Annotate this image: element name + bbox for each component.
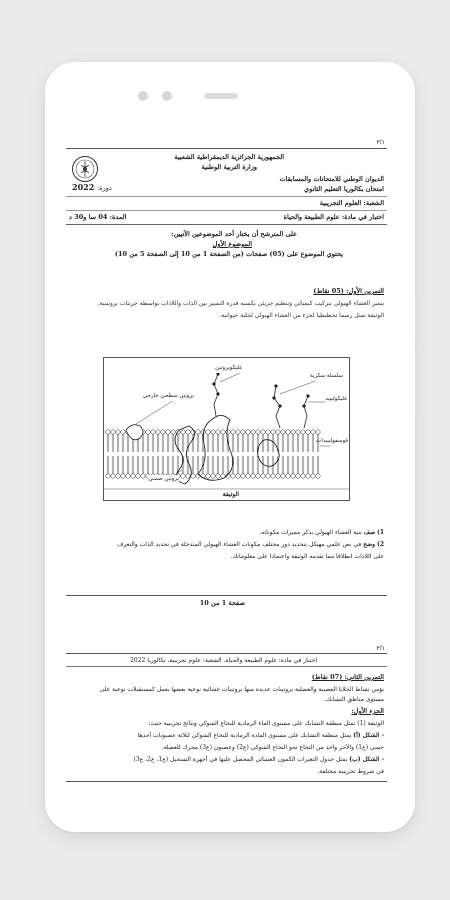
figure-b-text-2: في شروط تجريبية مختلفة. [317,768,384,775]
phospholipid-head [286,474,290,478]
phospholipid-head [106,474,110,478]
figure-a-text: يمثل منطقة التشابك على مستوى المادة الرمادية للنخاع الشوكي لثلاثة عصبونات أحدها [137,732,352,739]
part1-title: الجزء الأول: [351,707,384,715]
phospholipid-head [116,474,120,478]
q1-verb: صف [363,529,376,536]
phospholipid-head [111,474,115,478]
phospholipid-head [166,430,170,434]
topic-title: الموضوع الأول [212,240,252,248]
phospholipid-head [261,430,265,434]
phospholipid-head [141,474,145,478]
phospholipid-head [266,474,270,478]
figure-b-label: - الشكل (ب) [349,756,384,763]
phospholipid-head [226,430,230,434]
page-tag: ٣/١ [376,139,385,146]
choose-topic-instruction: على المترشح أن يختار أحد الموضوعين الآتيين: [171,230,297,238]
phospholipid-head [131,474,135,478]
phospholipid-head [271,474,275,478]
page-tag: ٣/١ [376,645,385,652]
label-glycoprotein: غليكوبروتين [215,365,242,371]
phospholipid-head [306,430,310,434]
sugar-chain-3 [304,396,308,428]
phospholipid-head [211,474,215,478]
phospholipid-head [221,430,225,434]
figure-b-description [134,755,385,764]
topic-pages-note: يحتوي الموضوع على (05) صفحات (من الصفحة 1 من 10 إلى الصفحة 5 من 10) [114,250,343,258]
figure-a-text-2: حسي (ع1) والآخر واحد من النخاع نحو النخاع الشوكي (ع2) وعصبون (ع3) محرك للعضلة. [161,744,384,751]
q1-number: 1) [376,529,384,536]
figure-a-label: - الشكل (أ) [353,732,384,739]
state-emblem-icon [71,155,99,183]
phospholipid-head [121,430,125,434]
republic-title: الجمهورية الجزائرية الديمقراطية الشعبية [174,153,284,161]
session-year [72,183,112,193]
phospholipid-head [206,474,210,478]
phospholipid-head [281,430,285,434]
integral-protein-center [198,415,233,480]
document-viewer[interactable] [66,133,387,805]
q1-text: بنية الغشاء الهيولي بذكر مميزات مكوناته. [259,529,362,536]
phospholipid-head [291,430,295,434]
ministry-title: وزارة التربية الوطنية [201,163,257,171]
q2-verb: وضح [363,541,376,548]
subject-label: اختبار في مادة: علوم الطبيعة والحياة [283,213,384,221]
phospholipid-head [241,430,245,434]
power-button [415,352,419,412]
volume-button [415,298,419,338]
phospholipid-head [316,430,320,434]
phospholipid-head [121,474,125,478]
phospholipid-head [246,430,250,434]
phospholipid-head [111,430,115,434]
phospholipid-head [246,474,250,478]
exercise1-text1: يتميز الغشاء الهيولي بتركيب كيميائي وتنظيم جزيئي يكسبه قدرة التمييز بين الذات واللاذات بواسطة جزيئات بروتينية. [97,300,384,307]
phospholipid-head [116,430,120,434]
phospholipid-head [271,430,275,434]
exam-name: امتحان بكالوريا التعليم الثانوي [304,185,384,193]
channel-protein [258,440,280,467]
figure-b-text: يمثل جدول التغيرات الكمون الغشائي المحصل عليها في أجهزة التسجيل (ع1، ع2، ع3) [133,756,348,763]
divider [66,781,387,782]
session-year-value: 2022 [72,182,95,192]
part1-text: الوثيقة (1) تمثل منطقة التشابك على مستوى الماء الرمادية للنخاع الشوكي ونتائج تجريبية حيث: [148,720,384,727]
label-extrinsic-protein: بروتين سطحي خارجي [142,393,194,399]
phospholipid-head [186,430,190,434]
phospholipid-head [136,474,140,478]
phospholipid-head [216,474,220,478]
phospholipid-head [181,474,185,478]
exam-page-2 [66,641,387,805]
phospholipid-head [181,430,185,434]
label-intrinsic-protein: بروتين ضمني [148,476,179,482]
header-rule [66,148,387,149]
phospholipid-head [296,430,300,434]
divider [66,196,387,197]
header-rule [66,653,387,654]
label-phospholipids: فوسفوليبيدات [316,438,348,444]
sugar-units [212,372,309,407]
q2-text-b: على اللاذات انطلاقا مما تقدمه الوثيقة واعتمادا على معلوماتك. [230,553,384,560]
phospholipid-head [311,430,315,434]
phospholipid-head [276,474,280,478]
phospholipid-head [171,430,175,434]
page-footer: صفحة 1 من 10 [199,599,245,607]
phospholipid-head [251,474,255,478]
sensor-icon [162,91,172,101]
phospholipid-head [301,430,305,434]
divider [66,224,387,225]
exercise1-title: التمرين الأول: (05 نقاط) [313,287,384,295]
phospholipid-head [196,430,200,434]
phospholipid-head [316,474,320,478]
exercise2-intro-2: مستوى مناطق التشابك. [324,696,384,703]
session-label: دورة: [97,184,112,192]
phospholipid-head [186,474,190,478]
phospholipid-head [286,430,290,434]
phospholipid-head [251,430,255,434]
phospholipid-head [256,474,260,478]
phospholipid-head [156,430,160,434]
exam-page-1 [66,133,387,607]
phospholipid-head [211,430,215,434]
phospholipid-head [236,474,240,478]
phospholipid-head [276,430,280,434]
phospholipid-head [126,474,130,478]
question-2 [117,540,384,549]
phospholipid-head [301,474,305,478]
phospholipid-head [236,430,240,434]
exercise1-text2: الوثيقة تمثل رسما تخطيطيا لجزء من الغشاء الهيولي لخلية حيوانية. [219,312,384,319]
phospholipid-head [151,430,155,434]
divider [66,210,387,211]
phospholipid-head [281,474,285,478]
q2-text-a: في نص علمي مهيكل بتحديد دور مختلف مكونات الغشاء الهيولي المتدخلة في تحديد الذات والتعرف [117,541,362,548]
question-1 [259,528,384,537]
exercise2-title: التمرين الثاني: (07 نقاط) [311,673,384,681]
speaker-grille [204,93,238,99]
office-name: الديوان الوطني للامتحانات والمسابقات [279,175,384,183]
q2-number: 2) [376,541,384,548]
exercise2-intro-1: يؤمن نشاط الخلايا العصبية والعضلية بروتينات عديدة منها بروتينات غشائية نوعية بعضها يعمل كمستقبلات نوعية على [99,686,384,693]
phospholipid-head [231,430,235,434]
footer-rule [66,595,387,596]
label-sugar-chain: سلسلة سكرية [309,373,343,379]
phospholipid-head [206,430,210,434]
phospholipid-head [106,430,110,434]
phospholipid-head [231,474,235,478]
phospholipid-head [291,474,295,478]
phospholipid-head [261,474,265,478]
phospholipid-head [241,474,245,478]
phospholipid-head [256,430,260,434]
phospholipid-head [146,430,150,434]
page2-header: اختبار في مادة: علوم الطبيعة والحياة. الشعبة: علوم تجريبية. بكالوريا 2022 [130,657,317,664]
divider [66,666,387,667]
membrane-diagram [103,357,350,501]
stream-label: الشعبة: العلوم التجريبية [319,199,384,207]
camera-icon [138,91,148,101]
phospholipid-head [216,430,220,434]
phospholipid-head [266,430,270,434]
phospholipid-head [161,430,165,434]
phospholipid-head [306,474,310,478]
label-glycolipid: غليكوليبيد [325,396,347,402]
phospholipid-head [311,474,315,478]
phospholipid-head [296,474,300,478]
figure-caption: الوثيقة [222,491,239,498]
duration-label: المدة: 04 سا و30 د [69,213,127,221]
figure-a-description [138,731,384,740]
